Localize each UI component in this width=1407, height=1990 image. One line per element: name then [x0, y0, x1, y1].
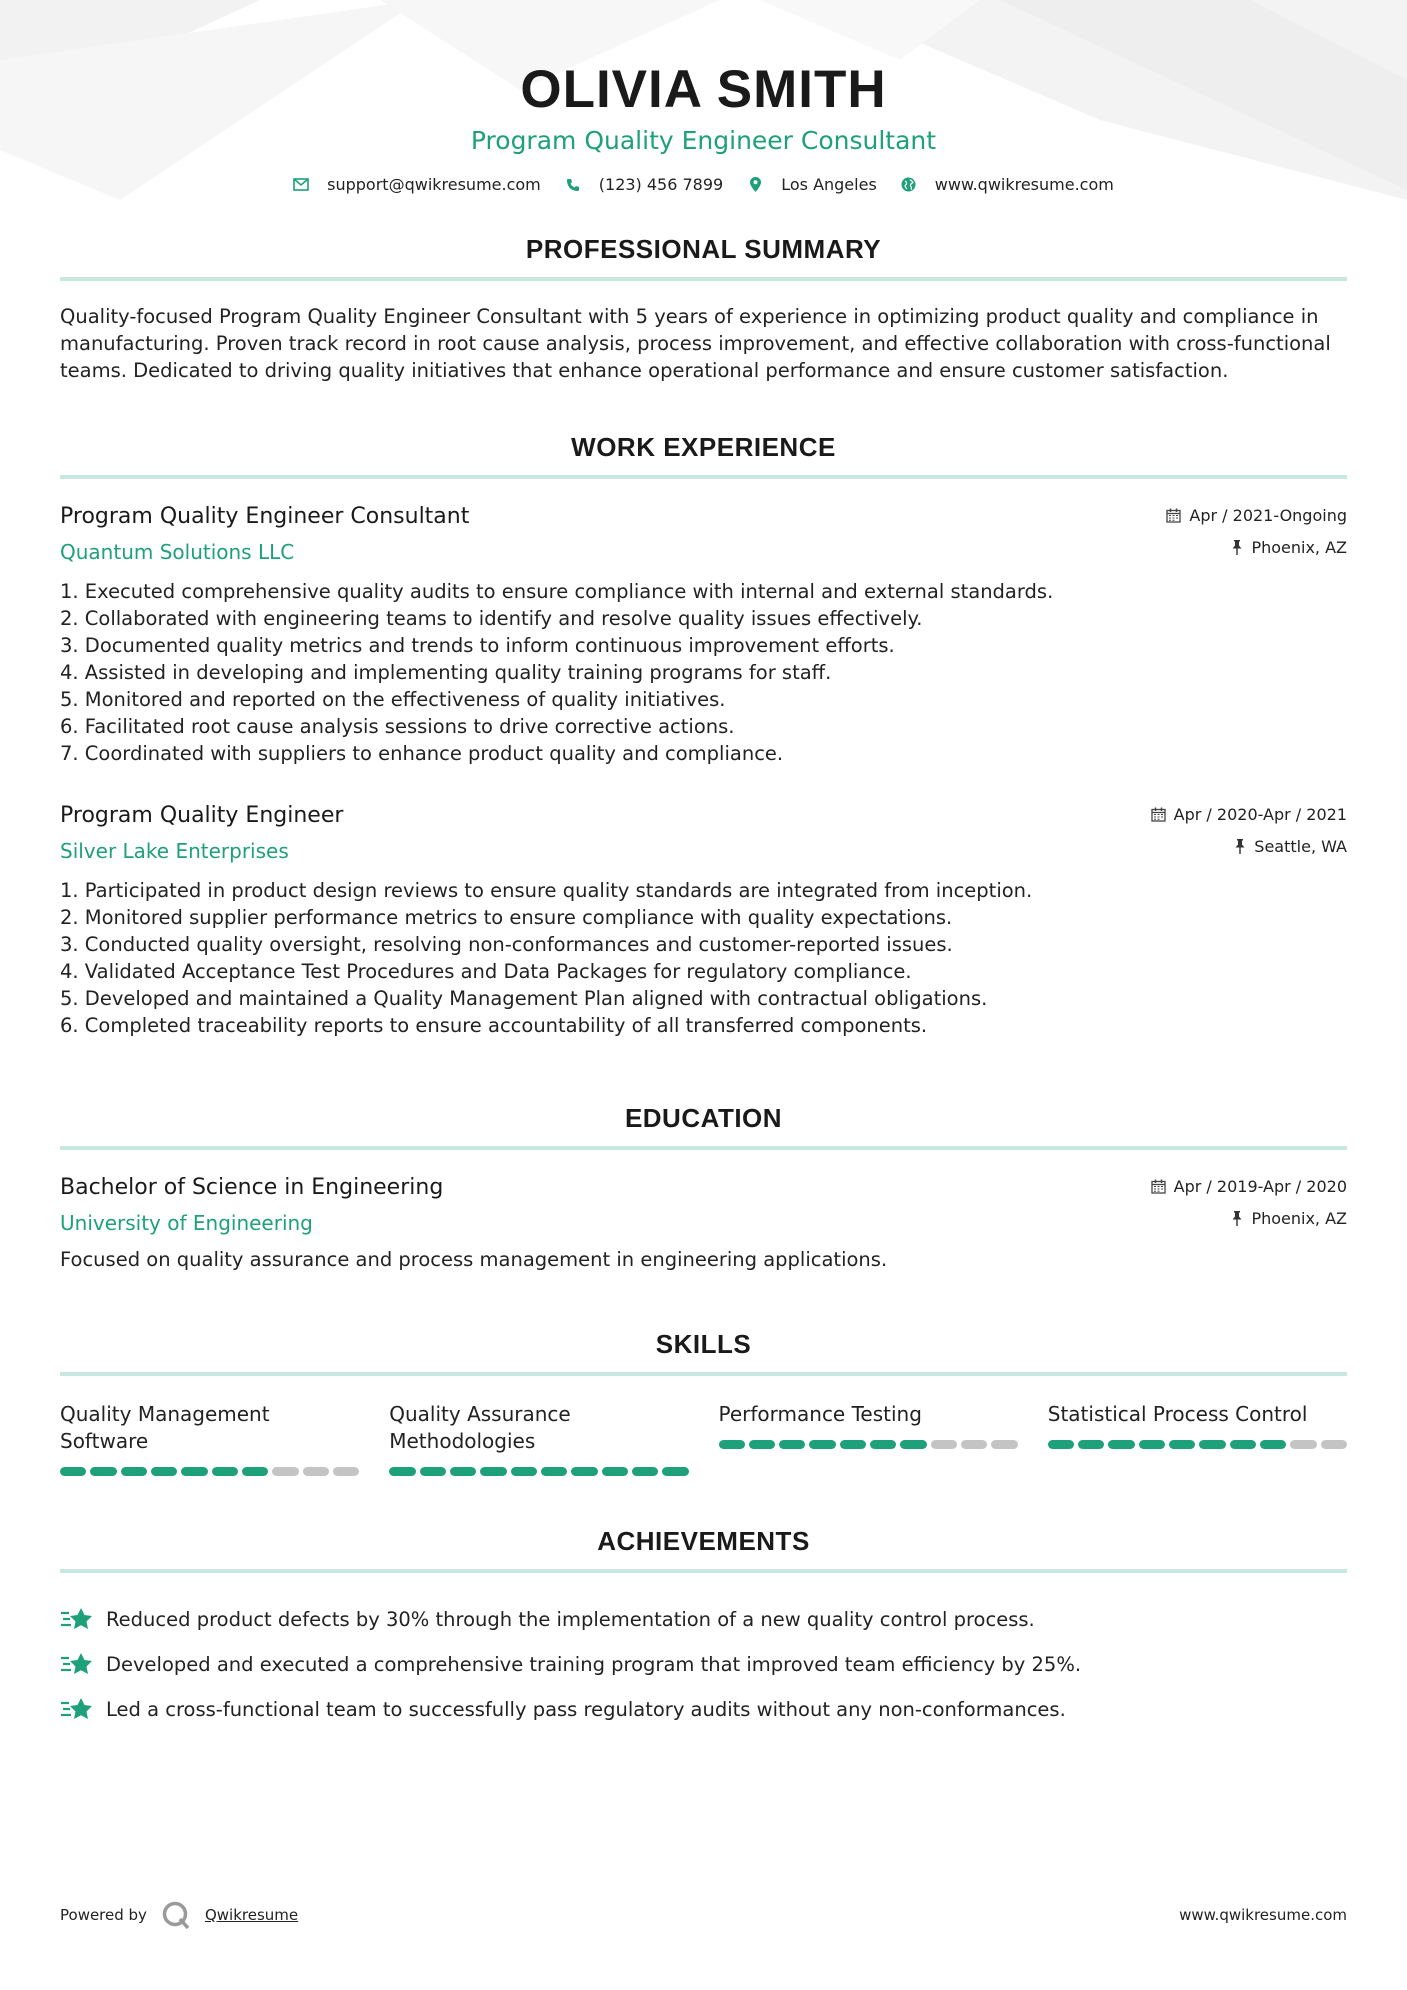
skill-dot-filled [1139, 1440, 1165, 1449]
skill-dot-filled [1199, 1440, 1225, 1449]
list-item [60, 1642, 1347, 1687]
skill-dot-filled [840, 1440, 866, 1449]
skill-name: Statistical Process Control [1047, 1402, 1308, 1426]
list-item: 5. Developed and maintained a Quality Management Plan aligned with contractual obligations. [60, 987, 988, 1010]
skill-dot-filled [1260, 1440, 1286, 1449]
envelope-icon [293, 177, 309, 193]
skill-dot-filled [541, 1467, 567, 1476]
page-footer [60, 1900, 1347, 1930]
list-item: 5. Monitored and reported on the effectiveness of quality initiatives. [60, 688, 726, 711]
skill-dot-filled [511, 1467, 537, 1476]
summary-text: Quality-focused Program Quality Engineer Consultant with 5 years of experience in optimizing product quality and compliance in manufacturing. Proven track record in root cause analysis, process improvement, and effective collaboration with cross-functional teams. Dedicated to driving quality initiatives that enhance operational performance and ensure customer satisfaction. [60, 305, 1331, 382]
job-entry [60, 503, 1347, 767]
location-text: Los Angeles [781, 175, 877, 194]
skill-name: Quality Assurance Methodologies [389, 1402, 571, 1453]
achievements-list [60, 1597, 1347, 1732]
skill-item [719, 1401, 1018, 1476]
pushpin-icon [1234, 839, 1246, 854]
contact-phone[interactable] [565, 175, 723, 194]
list-item: 6. Facilitated root cause analysis sessions to drive corrective actions. [60, 715, 735, 738]
list-item [60, 1597, 1347, 1642]
skill-dot-filled [809, 1440, 835, 1449]
star-icon [60, 1605, 94, 1635]
list-item: 3. Conducted quality oversight, resolving non-conformances and customer-reported issues. [60, 933, 953, 956]
list-item: 6. Completed traceability reports to ensure accountability of all transferred components. [60, 1014, 928, 1037]
skill-item [1048, 1401, 1347, 1476]
skill-dot-filled [779, 1440, 805, 1449]
pushpin-icon [1231, 1211, 1243, 1226]
achievement-text: Led a cross-functional team to successfully pass regulatory audits without any non-conformances. [106, 1698, 1066, 1721]
skill-dot-filled [242, 1467, 268, 1476]
skill-dot-filled [900, 1440, 926, 1449]
candidate-role: Program Quality Engineer Consultant [470, 126, 937, 155]
skill-dot-filled [571, 1467, 597, 1476]
resume-header [60, 0, 1347, 194]
degree-title: Bachelor of Science in Engineering [60, 1175, 444, 1200]
section-divider [60, 277, 1347, 281]
skill-dot-filled [1108, 1440, 1134, 1449]
skill-dot-filled [1078, 1440, 1104, 1449]
skill-dot-empty [272, 1467, 298, 1476]
achievements-section [60, 1526, 1347, 1732]
skill-dot-empty [991, 1440, 1017, 1449]
list-item: 3. Documented quality metrics and trends to inform continuous improvement efforts. [60, 634, 895, 657]
section-title-education: EDUCATION [624, 1103, 783, 1133]
skill-dot-filled [719, 1440, 745, 1449]
skill-dot-filled [181, 1467, 207, 1476]
skill-dot-filled [151, 1467, 177, 1476]
list-item: 1. Executed comprehensive quality audits to ensure compliance with internal and external standards. [60, 580, 1054, 603]
job-dates: Apr / 2021-Ongoing [1189, 505, 1347, 525]
skill-dot-filled [1169, 1440, 1195, 1449]
skill-dot-empty [1290, 1440, 1316, 1449]
skill-dot-empty [333, 1467, 359, 1476]
globe-icon [901, 177, 917, 193]
skill-dot-filled [212, 1467, 238, 1476]
education-entry [60, 1174, 1347, 1273]
list-item: 2. Collaborated with engineering teams to identify and resolve quality issues effectively. [60, 607, 923, 630]
skill-dot-filled [420, 1467, 446, 1476]
phone-icon [565, 177, 581, 193]
experience-section [60, 432, 1347, 1039]
skill-item [60, 1401, 359, 1476]
job-dates: Apr / 2020-Apr / 2021 [1173, 804, 1347, 824]
skill-level-bar [389, 1467, 688, 1476]
skill-dot-filled [90, 1467, 116, 1476]
skill-dot-filled [749, 1440, 775, 1449]
map-pin-icon [747, 177, 763, 193]
phone-text: (123) 456 7899 [598, 175, 724, 194]
contact-bar [60, 175, 1347, 194]
job-meta [1166, 505, 1347, 557]
calendar-icon [1151, 1179, 1166, 1194]
list-item: 4. Assisted in developing and implementing quality training programs for staff. [60, 661, 832, 684]
skill-dot-filled [60, 1467, 86, 1476]
list-item: 4. Validated Acceptance Test Procedures and Data Packages for regulatory compliance. [60, 960, 912, 983]
job-title: Program Quality Engineer Consultant [60, 504, 470, 529]
section-divider [60, 1372, 1347, 1376]
job-company: Quantum Solutions LLC [60, 540, 295, 564]
skill-dot-filled [870, 1440, 896, 1449]
contact-email[interactable] [293, 175, 541, 194]
skill-level-bar [60, 1467, 359, 1476]
star-icon [60, 1695, 94, 1725]
skill-dot-filled [480, 1467, 506, 1476]
job-bullets [60, 877, 1347, 1039]
education-meta [1151, 1176, 1347, 1228]
calendar-icon [1166, 508, 1181, 523]
footer-website-link[interactable]: www.qwikresume.com [1179, 1906, 1347, 1924]
skill-level-bar [1048, 1440, 1347, 1449]
summary-section [60, 234, 1347, 384]
job-title: Program Quality Engineer [60, 803, 344, 828]
skills-section [60, 1329, 1347, 1476]
skill-dot-empty [931, 1440, 957, 1449]
email-text: support@qwikresume.com [327, 175, 541, 194]
skill-dot-filled [1230, 1440, 1256, 1449]
skill-dot-filled [389, 1467, 415, 1476]
qwikresume-logo-icon [161, 1900, 191, 1930]
job-location: Seattle, WA [1254, 836, 1347, 856]
skill-name: Performance Testing [718, 1402, 922, 1426]
school-name: University of Engineering [60, 1211, 313, 1235]
skill-name: Quality Management Software [60, 1402, 270, 1453]
section-divider [60, 1569, 1347, 1573]
calendar-icon [1151, 807, 1166, 822]
section-divider [60, 1146, 1347, 1150]
skill-dot-empty [303, 1467, 329, 1476]
education-section [60, 1103, 1347, 1273]
skill-dot-filled [602, 1467, 628, 1476]
skill-item [389, 1401, 688, 1476]
skill-dot-filled [450, 1467, 476, 1476]
star-icon [60, 1650, 94, 1680]
section-title-skills: SKILLS [655, 1329, 752, 1359]
website-text: www.qwikresume.com [934, 175, 1114, 194]
skill-dot-filled [662, 1467, 688, 1476]
job-bullets [60, 578, 1347, 767]
achievement-text: Reduced product defects by 30% through the implementation of a new quality control process. [106, 1608, 1035, 1631]
section-title-achievements: ACHIEVEMENTS [597, 1526, 810, 1556]
list-item: 1. Participated in product design reviews to ensure quality standards are integrated from inception. [60, 879, 1033, 902]
skill-level-bar [719, 1440, 1018, 1449]
list-item: 2. Monitored supplier performance metrics to ensure compliance with quality expectations. [60, 906, 953, 929]
list-item [60, 1687, 1347, 1732]
footer-branding [60, 1900, 298, 1930]
powered-by-label: Powered by [60, 1906, 147, 1924]
contact-location [747, 175, 877, 194]
education-location: Phoenix, AZ [1251, 1208, 1347, 1228]
skill-dot-filled [632, 1467, 658, 1476]
job-company: Silver Lake Enterprises [60, 839, 289, 863]
achievement-text: Developed and executed a comprehensive training program that improved team efficiency by 25%. [106, 1653, 1082, 1676]
job-meta [1151, 804, 1347, 856]
education-description: Focused on quality assurance and process management in engineering applications. [60, 1248, 888, 1271]
skill-dot-filled [121, 1467, 147, 1476]
qwikresume-link[interactable]: Qwikresume [204, 1906, 299, 1924]
skill-dot-empty [961, 1440, 987, 1449]
list-item: 7. Coordinated with suppliers to enhance product quality and compliance. [60, 742, 784, 765]
skill-dot-filled [1048, 1440, 1074, 1449]
section-title-summary: PROFESSIONAL SUMMARY [525, 234, 882, 264]
candidate-name: OLIVIA SMITH [520, 60, 887, 119]
section-divider [60, 475, 1347, 479]
skill-dot-empty [1321, 1440, 1347, 1449]
education-dates: Apr / 2019-Apr / 2020 [1173, 1176, 1347, 1196]
skills-grid [60, 1401, 1347, 1476]
section-title-experience: WORK EXPERIENCE [571, 432, 836, 462]
contact-website[interactable] [901, 175, 1114, 194]
job-entry [60, 802, 1347, 1039]
pushpin-icon [1231, 540, 1243, 555]
job-location: Phoenix, AZ [1251, 537, 1347, 557]
